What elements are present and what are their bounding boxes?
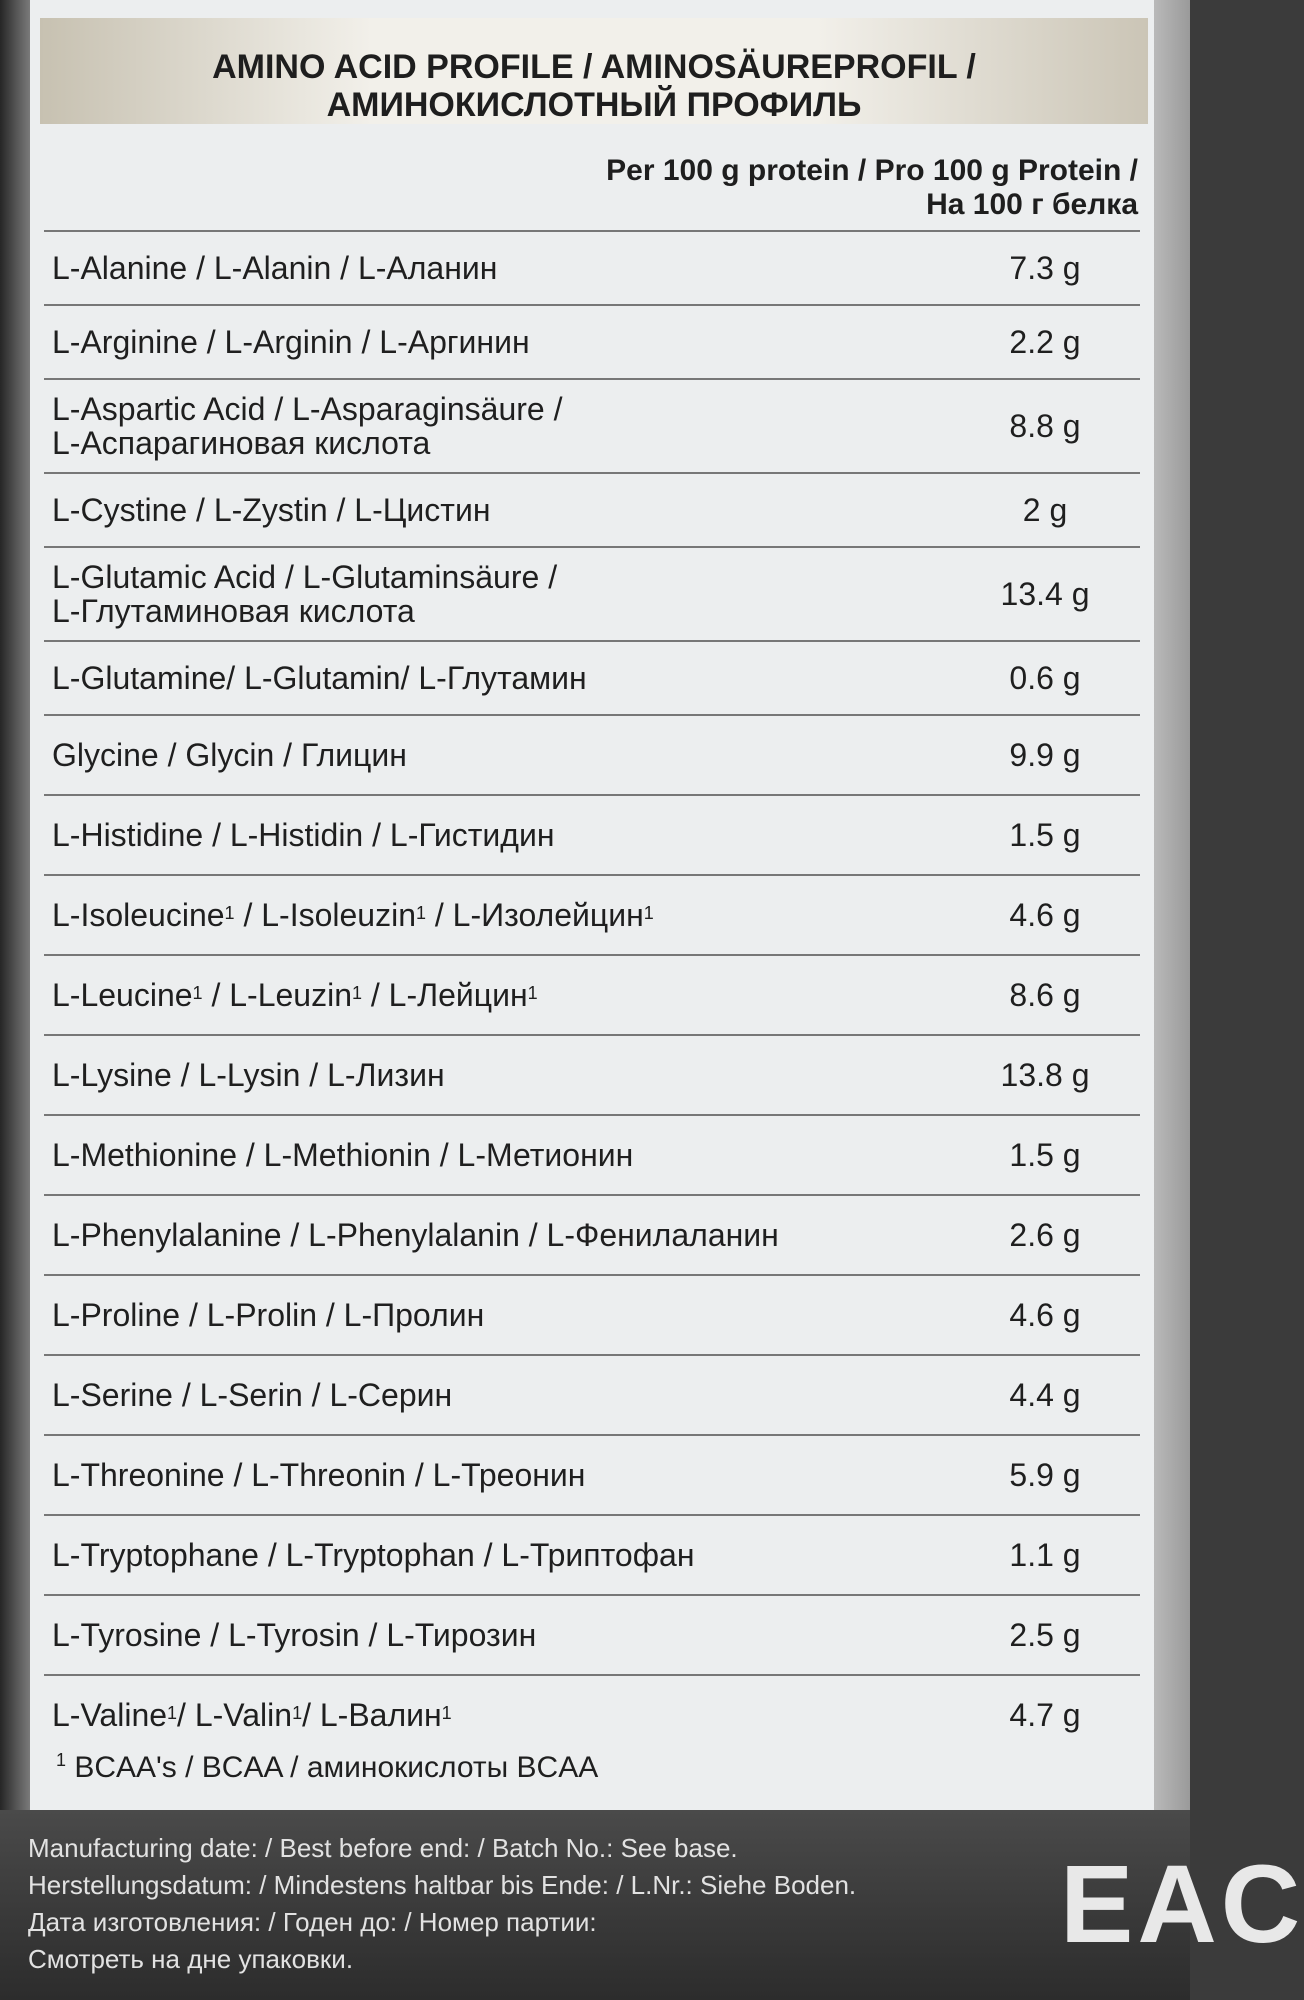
name-line-1: L-Alanine / L-Alanin / L-Аланин [52, 250, 498, 286]
table-row [44, 714, 1140, 794]
bcaa-footnote-marker: 1 [292, 1703, 303, 1723]
amino-acid-value: 1.5 g [1009, 1136, 1081, 1173]
amino-acid-value: 13.8 g [1000, 1056, 1090, 1093]
amino-acid-name [44, 1298, 950, 1332]
amino-acid-name [44, 1218, 950, 1252]
manufacturing-line-2: Herstellungsdatum: / Mindestens haltbar bis Ende: / L.Nr.: Siehe Boden. [28, 1870, 857, 1900]
bcaa-footnote-marker: 1 [192, 983, 203, 1003]
bcaa-footnote-marker: 1 [527, 983, 538, 1003]
title-line-2: АМИНОКИСЛОТНЫЙ ПРОФИЛЬ [326, 86, 862, 124]
amino-acid-value: 0.6 g [1009, 659, 1081, 696]
footnote [56, 1750, 598, 1785]
name-line-1: Glycine / Glycin / Глицин [52, 737, 407, 773]
amino-acid-name [44, 325, 950, 359]
amino-acid-name [44, 898, 950, 932]
amino-acid-name [44, 251, 950, 285]
table-row [44, 304, 1140, 378]
amino-acid-value: 8.8 g [1009, 407, 1081, 444]
table-row [44, 874, 1140, 954]
amino-acid-name [44, 1538, 950, 1572]
bottom-info-area [0, 1810, 1304, 2000]
bcaa-footnote-marker: 1 [415, 903, 426, 923]
table-row [44, 640, 1140, 714]
bcaa-footnote-marker: 1 [643, 903, 654, 923]
amino-acid-name [44, 392, 950, 460]
name-line-1: L-Glutamine/ L-Glutamin/ L-Глутамин [52, 660, 587, 696]
amino-acid-value: 13.4 g [1000, 575, 1090, 612]
table-row [44, 230, 1140, 304]
bcaa-footnote-marker: 1 [167, 1703, 178, 1723]
right-edge-shadow [1154, 0, 1190, 1810]
title-band [40, 18, 1148, 124]
name-line-1: L-Phenylalanine / L-Phenylalanin / L-Фенилаланин [52, 1217, 779, 1253]
name-line-2: L-Глутаминовая кислота [52, 593, 415, 629]
name-line-1: L-Lysine / L-Lysin / L-Лизин [52, 1057, 445, 1093]
table-row [44, 546, 1140, 640]
amino-acid-value: 7.3 g [1009, 249, 1081, 286]
amino-acid-name [44, 1378, 950, 1412]
name-line-1: L-Methionine / L-Methionin / L-Метионин [52, 1137, 634, 1173]
amino-acid-value: 9.9 g [1009, 736, 1081, 773]
manufacturing-line-4: Смотреть на дне упаковки. [28, 1944, 354, 1974]
per-100g-header [606, 154, 1138, 222]
name-part: L-Isoleucine [52, 897, 225, 933]
amino-acid-name [44, 738, 950, 772]
name-line-1: L-Arginine / L-Arginin / L-Аргинин [52, 324, 530, 360]
table-row [44, 1594, 1140, 1674]
manufacturing-line-1: Manufacturing date: / Best before end: / Batch No.: See base. [28, 1833, 738, 1863]
bcaa-footnote-marker: 1 [441, 1703, 452, 1723]
amino-acid-name [44, 818, 950, 852]
table-row [44, 1034, 1140, 1114]
amino-acid-value: 2.5 g [1009, 1616, 1081, 1653]
amino-acid-value: 2.6 g [1009, 1216, 1081, 1253]
bcaa-footnote-marker: 1 [351, 983, 362, 1003]
name-line-1: L-Aspartic Acid / L-Asparaginsäure / [52, 391, 563, 427]
name-line-1: L-Tyrosine / L-Tyrosin / L-Тирозин [52, 1617, 537, 1653]
per-header-line-1: Per 100 g protein / Pro 100 g Protein / [606, 154, 1138, 187]
table-row [44, 954, 1140, 1034]
footnote-marker: 1 [56, 1750, 67, 1770]
amino-acid-name [44, 1698, 950, 1732]
table-row [44, 1354, 1140, 1434]
name-part: / L-Isoleuzin [234, 897, 416, 933]
amino-acid-name [44, 978, 950, 1012]
per-header-line-2: На 100 г белка [926, 188, 1138, 221]
manufacturing-info [28, 1830, 856, 1978]
amino-acid-name [44, 560, 950, 628]
amino-acid-value: 2.2 g [1009, 323, 1081, 360]
table-row [44, 1114, 1140, 1194]
table-row [44, 378, 1140, 472]
table-row [44, 1274, 1140, 1354]
bcaa-footnote-marker: 1 [224, 903, 235, 923]
amino-acid-value: 4.6 g [1009, 896, 1081, 933]
amino-acid-name [44, 661, 950, 695]
left-edge-shadow [0, 0, 30, 1810]
title-line-1: AMINO ACID PROFILE / AMINOSÄUREPROFIL / [212, 48, 976, 86]
table-row [44, 472, 1140, 546]
eac-mark: EAC [1060, 1843, 1304, 1966]
name-line-1: L-Threonine / L-Threonin / L-Треонин [52, 1457, 586, 1493]
amino-acid-name [44, 1458, 950, 1492]
amino-acid-name [44, 1058, 950, 1092]
name-part: / L-Лейцин [362, 977, 528, 1013]
table-row [44, 1514, 1140, 1594]
amino-acid-name [44, 1618, 950, 1652]
table-row [44, 794, 1140, 874]
amino-acid-value: 8.6 g [1009, 976, 1081, 1013]
name-line-1: L-Serine / L-Serin / L-Серин [52, 1377, 453, 1413]
table-row [44, 1434, 1140, 1514]
manufacturing-line-3: Дата изготовления: / Годен до: / Номер партии: [28, 1907, 597, 1937]
amino-acid-value: 4.6 g [1009, 1296, 1081, 1333]
name-line-1: L-Cystine / L-Zystin / L-Цистин [52, 492, 491, 528]
table-row [44, 1194, 1140, 1274]
amino-acid-name [44, 1138, 950, 1172]
name-part: / L-Valin [177, 1697, 293, 1733]
name-part: L-Leucine [52, 977, 193, 1013]
footnote-text: BCAA's / BCAA / аминокислоты BCAA [66, 1751, 599, 1784]
amino-acid-value: 4.7 g [1009, 1696, 1081, 1733]
name-part: / L-Изолейцин [426, 897, 644, 933]
amino-acid-table [44, 230, 1140, 1754]
name-line-1: L-Proline / L-Prolin / L-Пролин [52, 1297, 485, 1333]
amino-acid-value: 1.5 g [1009, 816, 1081, 853]
name-part: / L-Валин [302, 1697, 442, 1733]
name-part: L-Valine [52, 1697, 168, 1733]
name-line-2: L-Аспарагиновая кислота [52, 425, 431, 461]
table-row [44, 1674, 1140, 1754]
amino-acid-value: 1.1 g [1009, 1536, 1081, 1573]
amino-acid-value: 5.9 g [1009, 1456, 1081, 1493]
name-line-1: L-Histidine / L-Histidin / L-Гистидин [52, 817, 555, 853]
amino-acid-name [44, 493, 950, 527]
name-part: / L-Leuzin [202, 977, 352, 1013]
name-line-1: L-Glutamic Acid / L-Glutaminsäure / [52, 559, 558, 595]
amino-acid-value: 2 g [1022, 491, 1068, 528]
name-line-1: L-Tryptophane / L-Tryptophan / L-Триптофан [52, 1537, 695, 1573]
amino-acid-value: 4.4 g [1009, 1376, 1081, 1413]
